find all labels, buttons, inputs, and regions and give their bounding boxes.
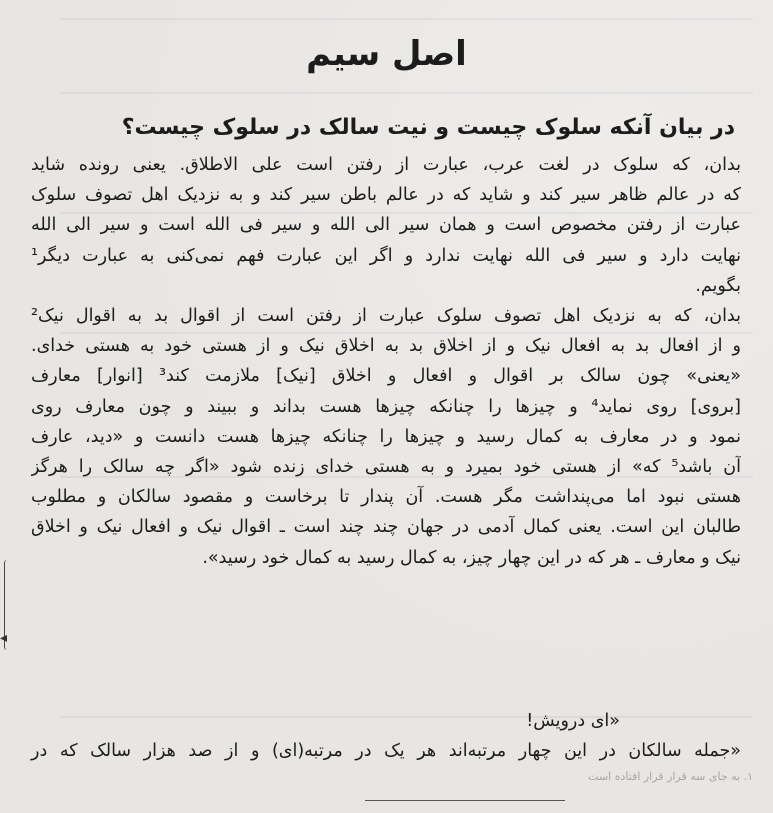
- body-line: «یعنی» چون سالک بر اقوال و افعال و اخلاق [نیک] ملازمت کند³ [انوار] معارف: [31, 366, 741, 387]
- show-through-line: [60, 18, 753, 20]
- body-line: عبارت از رفتن مخصوص است و همان سیر الی الله و سیر فی الله است و سیر الی الله: [31, 215, 741, 236]
- body-line: نهایت دارد و سیر فی الله نهایت ندارد و اگر این عبارت فهم نمی‌کنی به عبارت دیگر¹: [31, 245, 741, 266]
- body-line: که در عالم ظاهر سیر کند و شاید که در عالم باطن سیر کند و به نزدیک اهل تصوف سلوک: [31, 185, 741, 206]
- body-line: آن باشد⁵ که» از هستی خود بمیرد و به هستی خدای زنده شود «اگر چه سالک را هرگز: [31, 457, 741, 478]
- show-through-line: [60, 92, 753, 94]
- body-line: نمود و در معارف به کمال رسید و چیزها را چنانکه چیزها هست دانست و «دید، عارف: [31, 426, 741, 447]
- body-line: و از افعال بد به افعال نیک و از اخلاق بد به اخلاق نیک و از هستی خود به هستی خدای.: [31, 336, 741, 357]
- body-line: بدان، که سلوک در لغت عرب، عبارت از رفتن است علی الاطلاق. یعنی رونده شاید: [31, 155, 741, 175]
- closing-line: «جمله سالکان در این چهار مرتبه‌اند هر یک در مرتبه(ای) و از صد هزار سالک که در: [31, 741, 741, 761]
- body-line: بگویم.: [695, 275, 741, 296]
- section-subheading: در بیان آنکه سلوک چیست و نیت سالک در سلوک چیست؟: [121, 115, 735, 140]
- footnote-divider: [365, 800, 565, 801]
- body-line: بدان، که به نزدیک اهل تصوف سلوک عبارت از رفتن است از اقوال بد به اقوال نیک²: [31, 306, 741, 327]
- footnote-area: ۱. به جای سه قرار قرار افتاده است: [588, 770, 753, 783]
- body-line: نیک و معارف ـ هر که در این چهار چیز، به کمال رسید به کمال خود رسید».: [202, 547, 741, 568]
- body-line: طالبان این است. یعنی کمال آدمی در جهان چند چند است ـ اقوال نیک و افعال نیک و اخلاق: [31, 517, 741, 538]
- salutation: «ای درویش!: [526, 711, 620, 731]
- body-line: هستی نبود اما می‌پنداشت مگر هست. آن پندار تا برخاست و مقصود سالکان و مطلوب: [31, 487, 741, 508]
- margin-arrow-icon: ◂: [0, 630, 8, 646]
- page-title: اصل سیم: [306, 34, 467, 74]
- body-line: [بروی] روی نماید⁴ و چیزها را چنانکه چیزها هست بداند و ببیند و چون معارف روی: [31, 396, 741, 417]
- body-text: [31, 150, 741, 573]
